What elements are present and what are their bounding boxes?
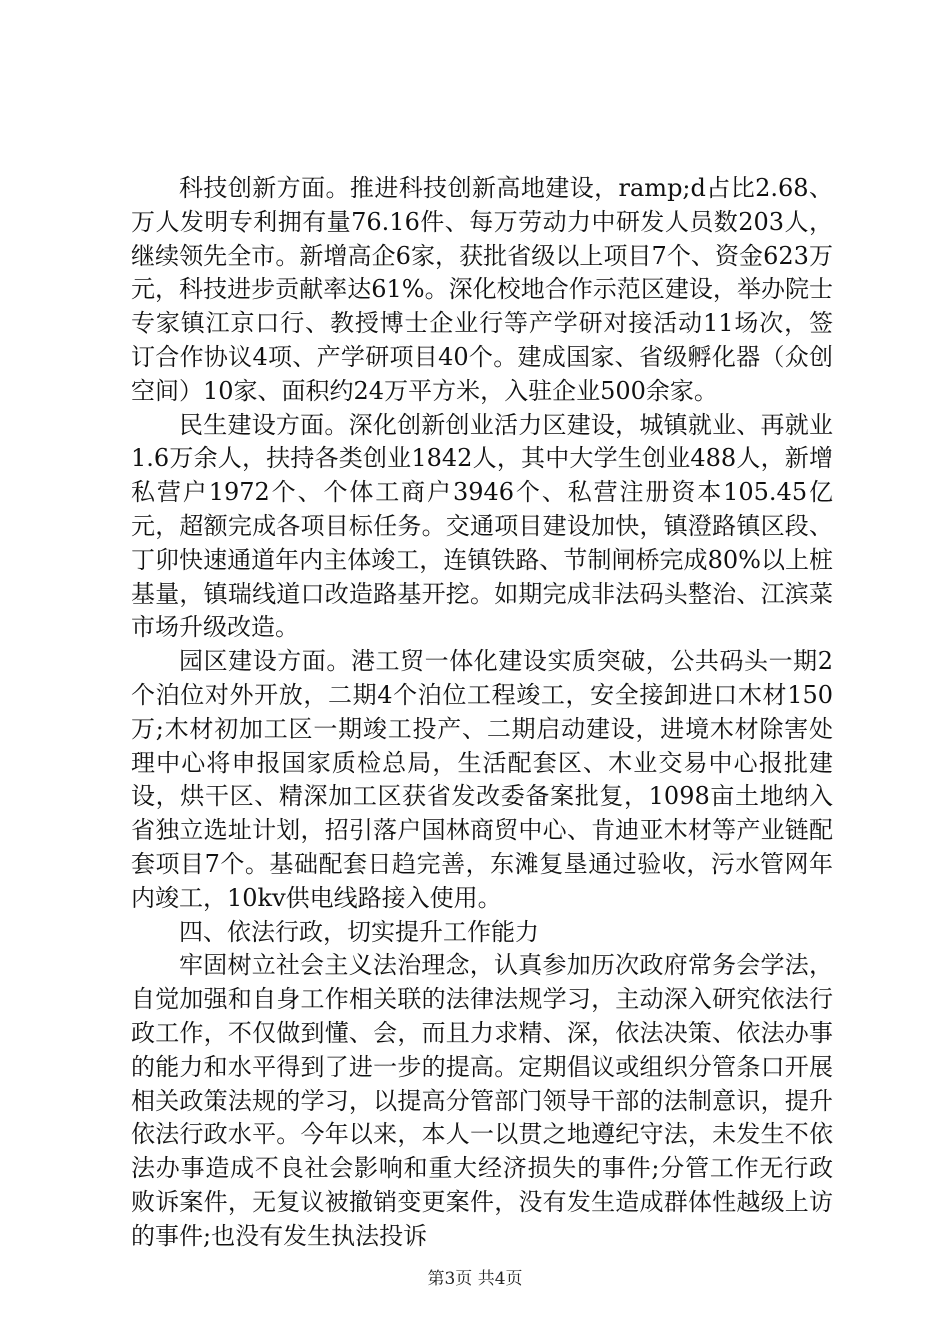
document-body <box>131 172 833 1254</box>
paragraph-livelihood: 民生建设方面。深化创新创业活力区建设，城镇就业、再就业1.6万余人，扶持各类创业1842人，其中大学生创业488人，新增私营户1972个、个体工商户3946个、私营注册资本105.45亿元，超额完成各项目标任务。交通项目建设加快，镇澄路镇区段、丁卯快速通道年内主体竣工，连镇铁路、节制闸桥完成80%以上桩基量，镇瑞线道口改造路基开挖。如期完成非法码头整治、江滨菜市场升级改造。 <box>131 410 833 642</box>
page-number-footer: 第3页 共4页 <box>427 1269 523 1289</box>
section-heading-rule-of-law: 四、依法行政，切实提升工作能力 <box>179 917 539 946</box>
paragraph-tech-innovation: 科技创新方面。推进科技创新高地建设，ramp;d占比2.68、万人发明专利拥有量76.16件、每万劳动力中研发人员数203人，继续领先全市。新增高企6家，获批省级以上项目7个、资金623万元，科技进步贡献率达61%。深化校地合作示范区建设，举办院士专家镇江京口行、教授博士企业行等产学研对接活动11场次，签订合作协议4项、产学研项目40个。建成国家、省级孵化器（众创空间）10家、面积约24万平方米，入驻企业500余家。 <box>131 174 833 405</box>
paragraph-park-construction: 园区建设方面。港工贸一体化建设实质突破，公共码头一期2个泊位对外开放，二期4个泊位工程竣工，安全接卸进口木材150万;木材初加工区一期竣工投产、二期启动建设，进境木材除害处理中心将申报国家质检总局，生活配套区、木业交易中心报批建设，烘干区、精深加工区获省发改委备案批复，1098亩土地纳入省独立选址计划，招引落户国林商贸中心、肯迪亚木材等产业链配套项目7个。基础配套日趋完善，东滩复垦通过验收，污水管网年内竣工，10kv供电线路接入使用。 <box>131 647 833 912</box>
paragraph-rule-of-law: 牢固树立社会主义法治理念，认真参加历次政府常务会学法，自觉加强和自身工作相关联的法律法规学习，主动深入研究依法行政工作，不仅做到懂、会，而且力求精、深，依法决策、依法办事的能力和水平得到了进一步的提高。定期倡议或组织分管条口开展相关政策法规的学习，以提高分管部门领导干部的法制意识，提升依法行政水平。今年以来，本人一以贯之地遵纪守法，未发生不依法办事造成不良社会影响和重大经济损失的事件;分管工作无行政败诉案件，无复议被撤销变更案件，没有发生造成群体性越级上访的事件;也没有发生执法投诉 <box>131 951 833 1250</box>
